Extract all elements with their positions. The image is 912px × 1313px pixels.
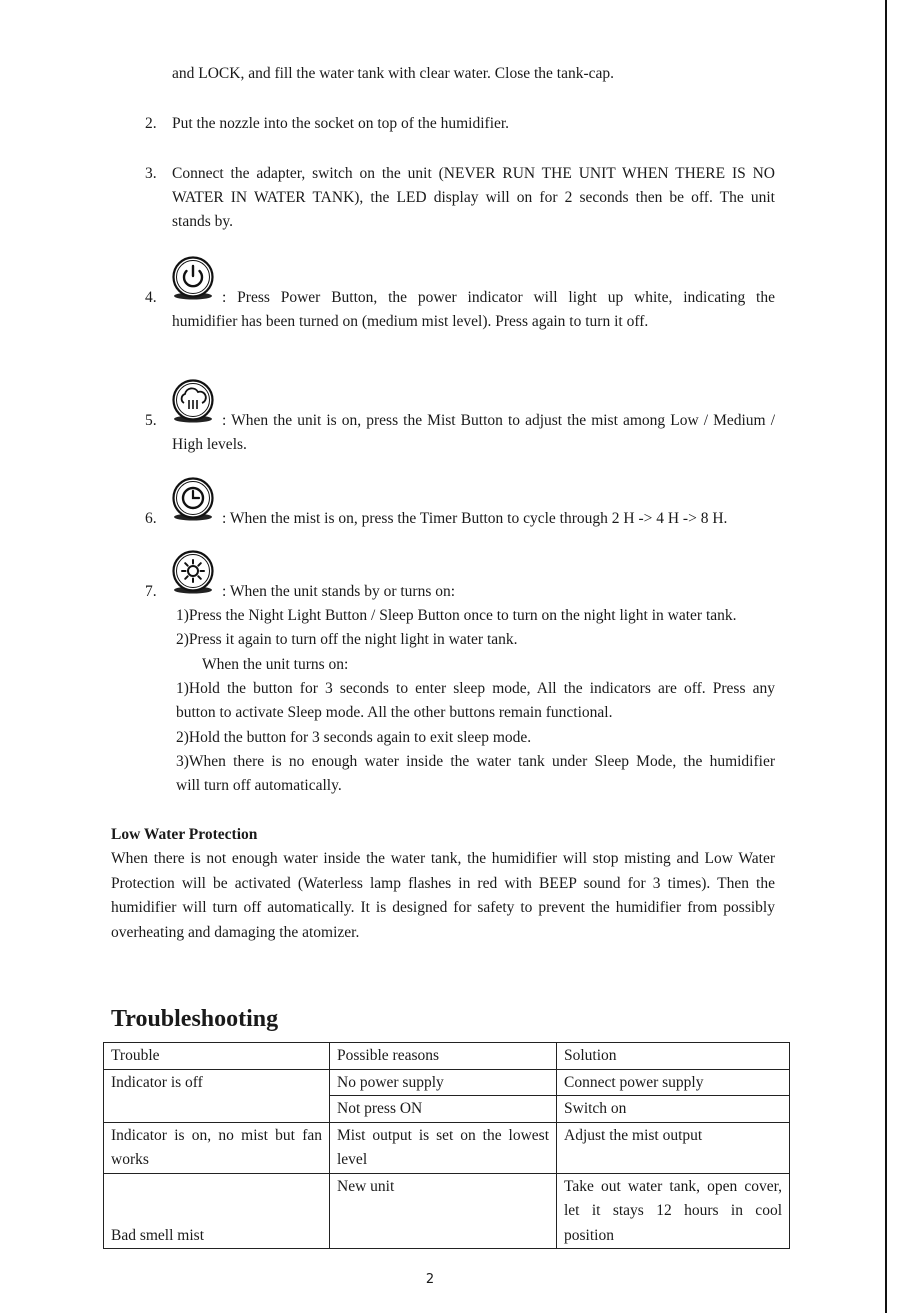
step-3-line: stands by. <box>172 213 233 230</box>
trouble-cell: Bad smell mist <box>104 1173 330 1249</box>
step-7-line: button to activate Sleep mode. All the other buttons remain functional. <box>176 704 613 721</box>
step-7-line: 2)Hold the button for 3 seconds again to exit sleep mode. <box>176 729 532 746</box>
table-row <box>104 1122 790 1173</box>
solution-cell: Take out water tank, open cover, let it stays 12 hours in cool position <box>557 1173 790 1249</box>
step-number: 3. <box>145 165 157 182</box>
step-7-line: 1)Press the Night Light Button / Sleep Button once to turn on the night light in water tank. <box>176 607 737 624</box>
step-number: 7. <box>145 583 157 600</box>
night-light-icon <box>170 550 216 596</box>
step-7-line: will turn off automatically. <box>176 777 342 794</box>
page-edge-line <box>885 0 887 1313</box>
step-number: 5. <box>145 412 157 429</box>
step-number: 2. <box>145 115 157 132</box>
solution-cell: Switch on <box>557 1096 790 1123</box>
troubleshooting-table <box>103 1042 790 1249</box>
trouble-cell: Indicator is on, no mist but fan works <box>104 1122 330 1173</box>
table-row <box>104 1069 790 1096</box>
troubleshooting-heading: Troubleshooting <box>111 1006 279 1032</box>
step-1-continuation: and LOCK, and fill the water tank with clear water. Close the tank-cap. <box>172 65 615 82</box>
step-number: 6. <box>145 510 157 527</box>
step-4-line: humidifier has been turned on (medium mist level). Press again to turn it off. <box>172 313 649 330</box>
reason-cell: Mist output is set on the lowest level <box>330 1122 557 1173</box>
power-icon <box>170 256 216 302</box>
step-6-line: : When the mist is on, press the Timer Button to cycle through 2 H -> 4 H -> 8 H. <box>222 510 728 527</box>
low-water-line: Protection will be activated (Waterless lamp flashes in red with BEEP sound for 3 times). Then the <box>111 875 775 892</box>
trouble-cell: Indicator is off <box>104 1069 330 1122</box>
step-5-line: High levels. <box>172 436 247 453</box>
solution-cell: Connect power supply <box>557 1069 790 1096</box>
table-header-row <box>104 1043 790 1070</box>
step-7-line: 3)When there is no enough water inside the water tank under Sleep Mode, the humidifier <box>176 753 775 770</box>
header-reasons: Possible reasons <box>330 1043 557 1070</box>
step-number: 4. <box>145 289 157 306</box>
reason-cell: New unit <box>330 1173 557 1249</box>
low-water-heading: Low Water Protection <box>111 826 258 843</box>
reason-cell: No power supply <box>330 1069 557 1096</box>
solution-cell: Adjust the mist output <box>557 1122 790 1173</box>
step-3-line: Connect the adapter, switch on the unit (NEVER RUN THE UNIT WHEN THERE IS NO <box>172 165 775 182</box>
header-solution: Solution <box>557 1043 790 1070</box>
low-water-line: When there is not enough water inside the water tank, the humidifier will stop misting and Low Water <box>111 850 775 867</box>
step-4-line: : Press Power Button, the power indicator will light up white, indicating the <box>222 289 775 306</box>
page-number: 2 <box>425 1272 435 1287</box>
mist-icon <box>170 379 216 425</box>
step-7-line: : When the unit stands by or turns on: <box>222 583 456 600</box>
timer-icon <box>170 477 216 523</box>
step-7-line: 1)Hold the button for 3 seconds to enter sleep mode, All the indicators are off. Press any <box>176 680 775 697</box>
low-water-line: overheating and damaging the atomizer. <box>111 924 360 941</box>
step-5-line: : When the unit is on, press the Mist Button to adjust the mist among Low / Medium / <box>222 412 775 429</box>
header-trouble: Trouble <box>104 1043 330 1070</box>
reason-cell: Not press ON <box>330 1096 557 1123</box>
table-row <box>104 1173 790 1249</box>
step-7-subheading: When the unit turns on: <box>202 656 349 673</box>
step-2-text: Put the nozzle into the socket on top of the humidifier. <box>172 115 510 132</box>
step-3-line: WATER IN WATER TANK), the LED display will on for 2 seconds then be off. The unit <box>172 189 775 206</box>
step-7-line: 2)Press it again to turn off the night light in water tank. <box>176 631 518 648</box>
low-water-line: humidifier will turn off automatically. It is designed for safety to prevent the humidifier from possibly <box>111 899 775 916</box>
